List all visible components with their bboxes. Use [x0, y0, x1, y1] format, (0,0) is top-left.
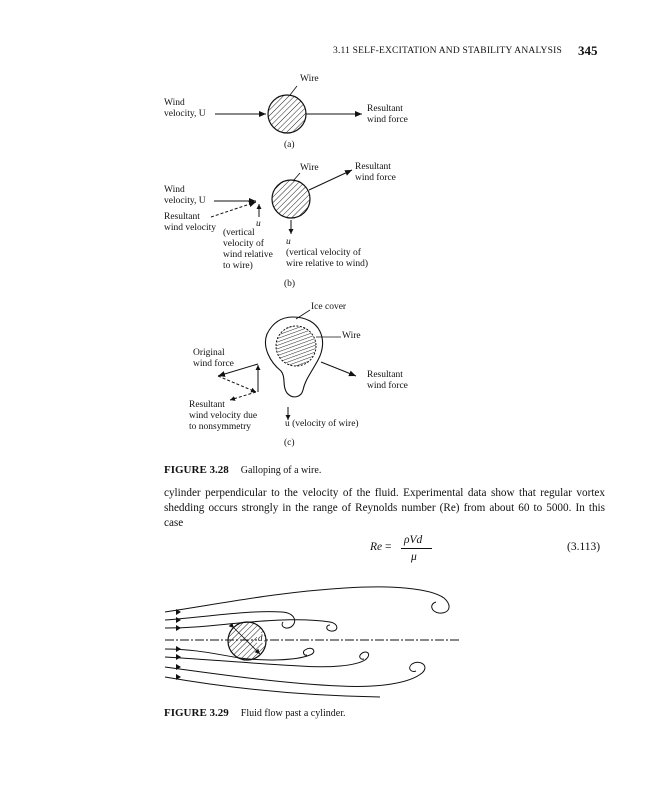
label-rwv-3: to nonsymmetry [189, 422, 252, 432]
figure-caption [164, 703, 346, 721]
label-resultant-1: Resultant [355, 162, 391, 172]
label-resultant-1: Resultant [367, 104, 403, 114]
page-number: 345 [578, 43, 598, 58]
label-vert2-2: wire relative to wind) [286, 259, 369, 269]
sublabel-a: (a) [284, 140, 295, 150]
label-vert-4: to wire) [223, 261, 253, 271]
sublabel-c: (c) [284, 438, 295, 448]
label-resultant-1: Resultant [367, 370, 403, 380]
label-u2: u [286, 237, 291, 247]
label-ice-cover: Ice cover [311, 302, 347, 312]
label-resultant-2: wind force [367, 381, 408, 391]
label-resultant-2: wind force [355, 173, 396, 183]
label-resultant-2: wind force [367, 115, 408, 125]
label-wire: Wire [342, 331, 361, 341]
caption-text: Fluid flow past a cylinder. [240, 708, 346, 719]
label-wind-2: velocity, U [164, 196, 206, 206]
equation-denominator: μ [411, 551, 417, 563]
caption-label: FIGURE 3.29 [164, 707, 229, 719]
body-paragraph: cylinder perpendicular to the velocity of the fluid. Experimental data show that regular vortex shedding occurs strongly in the range of Reynolds number (Re) from about 60 to 5000. In this case [164, 487, 605, 529]
label-wind-1: Wind [164, 185, 185, 195]
caption-text: Galloping of a wire. [240, 465, 322, 476]
equation-numerator: ρVd [404, 534, 423, 546]
sublabel-b: (b) [284, 279, 296, 289]
label-vert-2: velocity of [223, 239, 264, 249]
label-wind-2: velocity, U [164, 109, 206, 119]
streamline [165, 677, 380, 697]
label-rwv-1: Resultant [189, 400, 225, 410]
label-u: u [256, 219, 261, 229]
label-rwv-2: wind velocity [164, 223, 216, 233]
label-vert2-1: (vertical velocity of [286, 248, 361, 258]
equation-number: (3.113) [567, 541, 601, 553]
label-velocity-of-wire: u (velocity of wire) [285, 419, 359, 429]
label-rwv-2: wind velocity due [189, 411, 258, 421]
streamline [165, 652, 369, 667]
caption-label: FIGURE 3.28 [164, 464, 229, 476]
label-wire: Wire [300, 163, 319, 173]
running-header: 3.11 SELF-EXCITATION AND STABILITY ANALYSIS [333, 46, 562, 56]
equation-lhs: Re = [370, 541, 392, 553]
label-orig-2: wind force [193, 359, 234, 369]
label-rwv-1: Resultant [164, 212, 200, 222]
streamlines [165, 587, 460, 697]
label-wind-1: Wind [164, 98, 185, 108]
label-wire: Wire [300, 74, 319, 84]
streamline [165, 612, 295, 628]
label-d: d [258, 633, 263, 643]
streamline [165, 587, 449, 613]
label-vert-3: wind relative [223, 250, 273, 260]
label-orig-1: Original [193, 348, 225, 358]
label-vert-1: (vertical [223, 228, 255, 238]
